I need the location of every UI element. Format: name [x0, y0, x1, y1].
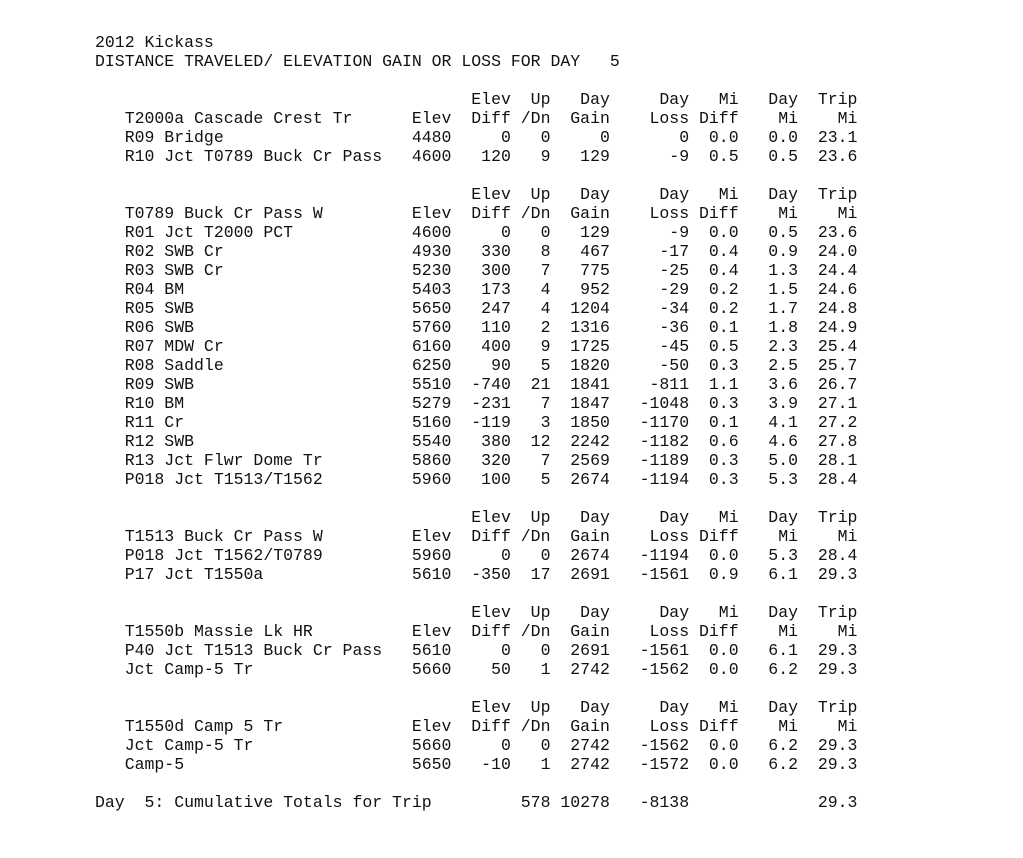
table-row: R04 BM 5403 173 4 952 -29 0.2 1.5 24.6 — [95, 280, 858, 299]
table-row: P40 Jct T1513 Buck Cr Pass 5610 0 0 2691 -1561 0.0 6.1 29.3 — [95, 641, 858, 660]
spacer — [95, 166, 857, 185]
table-row: P018 Jct T1562/T0789 5960 0 0 2674 -1194 0.0 5.3 28.4 — [95, 546, 858, 565]
mileage-report — [95, 33, 857, 812]
table-row: R09 SWB 5510 -740 21 1841 -811 1.1 3.6 26.7 — [95, 375, 858, 394]
table-row: R05 SWB 5650 247 4 1204 -34 0.2 1.7 24.8 — [95, 299, 858, 318]
table-row: Jct Camp-5 Tr 5660 50 1 2742 -1562 0.0 6.2 29.3 — [95, 660, 858, 679]
spacer — [95, 71, 857, 90]
table-row: P17 Jct T1550a 5610 -350 17 2691 -1561 0.9 6.1 29.3 — [95, 565, 858, 584]
report-subtitle: DISTANCE TRAVELED/ ELEVATION GAIN OR LOSS FOR DAY 5 — [95, 52, 620, 71]
table-row: R03 SWB Cr 5230 300 7 775 -25 0.4 1.3 24.4 — [95, 261, 858, 280]
table-row: R10 Jct T0789 Buck Cr Pass 4600 120 9 129 -9 0.5 0.5 23.6 — [95, 147, 858, 166]
spacer — [95, 584, 857, 603]
table-row: R06 SWB 5760 110 2 1316 -36 0.1 1.8 24.9 — [95, 318, 858, 337]
column-header-top: Elev Up Day Day Mi Day Trip — [95, 185, 858, 204]
table-row: R01 Jct T2000 PCT 4600 0 0 129 -9 0.0 0.5 23.6 — [95, 223, 858, 242]
spacer — [95, 774, 857, 793]
section-trail-header: T1550b Massie Lk HR Elev Diff /Dn Gain Loss Diff Mi Mi — [95, 622, 858, 641]
section-trail-header: T1513 Buck Cr Pass W Elev Diff /Dn Gain Loss Diff Mi Mi — [95, 527, 858, 546]
table-row: R12 SWB 5540 380 12 2242 -1182 0.6 4.6 27.8 — [95, 432, 858, 451]
table-row: R09 Bridge 4480 0 0 0 0 0.0 0.0 23.1 — [95, 128, 858, 147]
section-trail-header: T1550d Camp 5 Tr Elev Diff /Dn Gain Loss Diff Mi Mi — [95, 717, 858, 736]
column-header-top: Elev Up Day Day Mi Day Trip — [95, 508, 858, 527]
table-row: P018 Jct T1513/T1562 5960 100 5 2674 -1194 0.3 5.3 28.4 — [95, 470, 858, 489]
column-header-top: Elev Up Day Day Mi Day Trip — [95, 90, 858, 109]
table-row: R08 Saddle 6250 90 5 1820 -50 0.3 2.5 25.7 — [95, 356, 858, 375]
table-row: R07 MDW Cr 6160 400 9 1725 -45 0.5 2.3 25.4 — [95, 337, 858, 356]
table-row: R11 Cr 5160 -119 3 1850 -1170 0.1 4.1 27.2 — [95, 413, 858, 432]
table-row: R10 BM 5279 -231 7 1847 -1048 0.3 3.9 27.1 — [95, 394, 858, 413]
table-row: R02 SWB Cr 4930 330 8 467 -17 0.4 0.9 24.0 — [95, 242, 858, 261]
table-row: Jct Camp-5 Tr 5660 0 0 2742 -1562 0.0 6.2 29.3 — [95, 736, 858, 755]
section-trail-header: T0789 Buck Cr Pass W Elev Diff /Dn Gain Loss Diff Mi Mi — [95, 204, 858, 223]
cumulative-totals-row: Day 5: Cumulative Totals for Trip 578 10278 -8138 29.3 — [95, 793, 858, 812]
column-header-top: Elev Up Day Day Mi Day Trip — [95, 698, 858, 717]
column-header-top: Elev Up Day Day Mi Day Trip — [95, 603, 858, 622]
report-title: 2012 Kickass — [95, 33, 214, 52]
spacer — [95, 679, 857, 698]
report-sections — [95, 71, 857, 774]
section-trail-header: T2000a Cascade Crest Tr Elev Diff /Dn Gain Loss Diff Mi Mi — [95, 109, 858, 128]
table-row: R13 Jct Flwr Dome Tr 5860 320 7 2569 -1189 0.3 5.0 28.1 — [95, 451, 858, 470]
spacer — [95, 489, 857, 508]
table-row: Camp-5 5650 -10 1 2742 -1572 0.0 6.2 29.3 — [95, 755, 858, 774]
